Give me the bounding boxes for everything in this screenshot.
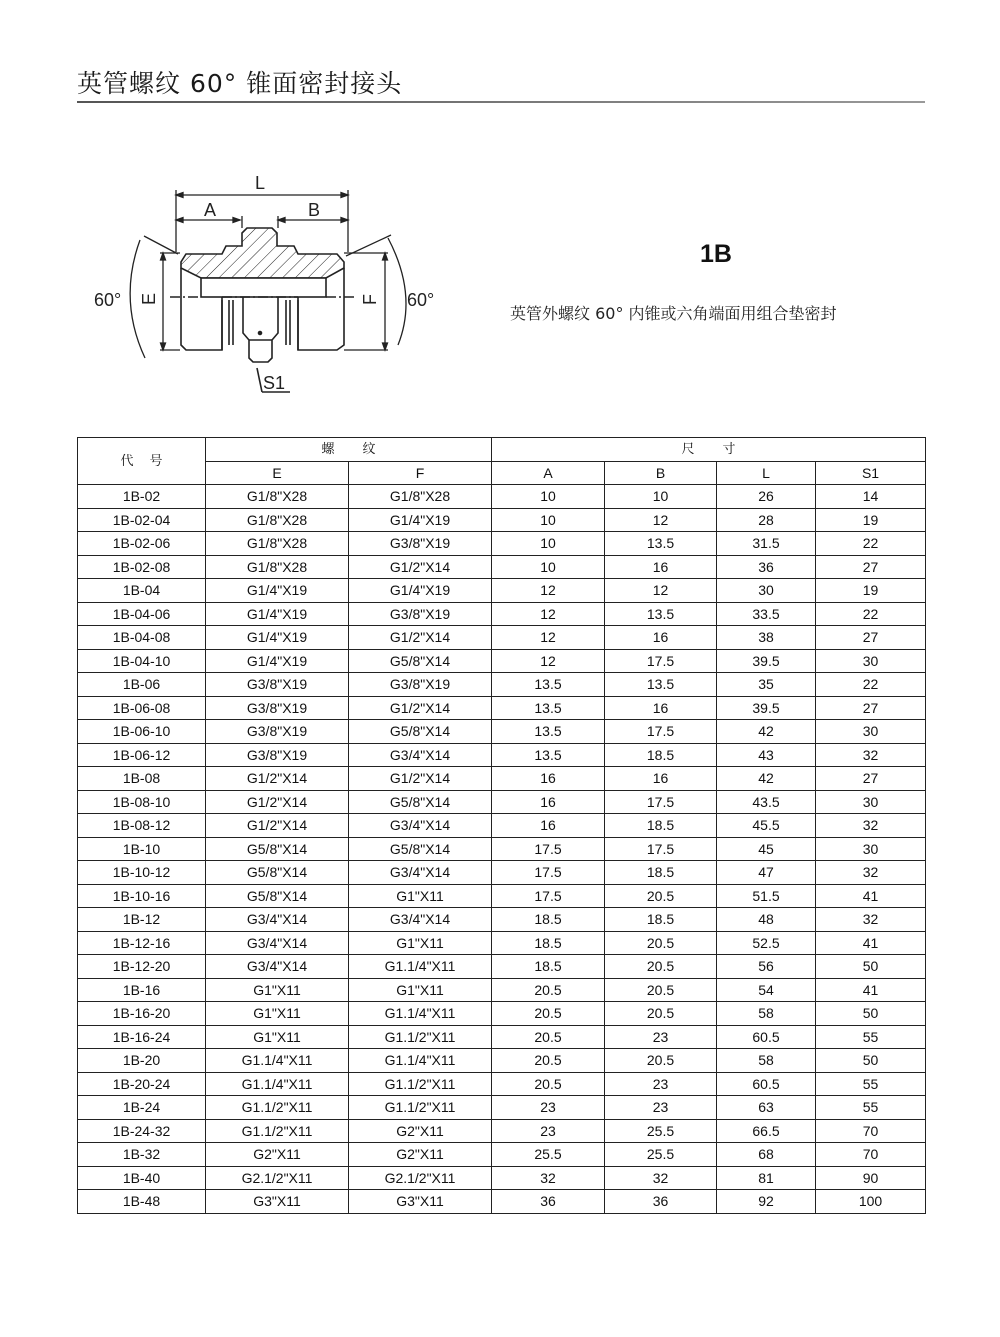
cell-code: 1B-08 xyxy=(78,767,206,791)
table-row xyxy=(78,1049,926,1073)
cell-thread-e: G3/8"X19 xyxy=(206,673,349,697)
table-row xyxy=(78,931,926,955)
cell-s1: 50 xyxy=(816,955,926,979)
cell-a: 17.5 xyxy=(492,861,605,885)
spec-table xyxy=(77,437,926,1214)
cell-thread-e: G1/8"X28 xyxy=(206,555,349,579)
column-header-l: L xyxy=(717,461,816,485)
cell-thread-e: G5/8"X14 xyxy=(206,884,349,908)
cell-thread-f: G2"X11 xyxy=(349,1119,492,1143)
cell-thread-f: G1/2"X14 xyxy=(349,696,492,720)
cell-b: 17.5 xyxy=(605,837,717,861)
cell-s1: 50 xyxy=(816,1049,926,1073)
cell-thread-e: G1/2"X14 xyxy=(206,767,349,791)
cell-code: 1B-48 xyxy=(78,1190,206,1214)
cell-l: 45 xyxy=(717,837,816,861)
cell-thread-e: G1/4"X19 xyxy=(206,602,349,626)
cell-l: 58 xyxy=(717,1002,816,1026)
cell-b: 17.5 xyxy=(605,649,717,673)
cell-thread-e: G1/4"X19 xyxy=(206,626,349,650)
cell-a: 36 xyxy=(492,1190,605,1214)
cell-l: 63 xyxy=(717,1096,816,1120)
table-row xyxy=(78,485,926,509)
cell-code: 1B-04-08 xyxy=(78,626,206,650)
cell-l: 56 xyxy=(717,955,816,979)
cell-code: 1B-20-24 xyxy=(78,1072,206,1096)
cell-b: 25.5 xyxy=(605,1119,717,1143)
table-row xyxy=(78,1072,926,1096)
cell-s1: 27 xyxy=(816,696,926,720)
cell-thread-f: G1/2"X14 xyxy=(349,626,492,650)
cell-a: 23 xyxy=(492,1096,605,1120)
cell-thread-f: G2"X11 xyxy=(349,1143,492,1167)
dim-label-L: L xyxy=(255,173,266,193)
cell-code: 1B-16-20 xyxy=(78,1002,206,1026)
column-header-b: B xyxy=(605,461,717,485)
cell-l: 58 xyxy=(717,1049,816,1073)
table-row xyxy=(78,673,926,697)
angle-label-left: 60° xyxy=(94,290,122,310)
cell-thread-e: G5/8"X14 xyxy=(206,861,349,885)
cell-s1: 19 xyxy=(816,579,926,603)
cell-b: 12 xyxy=(605,508,717,532)
cell-a: 13.5 xyxy=(492,673,605,697)
cell-thread-e: G3/4"X14 xyxy=(206,908,349,932)
cell-s1: 22 xyxy=(816,673,926,697)
cell-s1: 32 xyxy=(816,908,926,932)
cell-a: 13.5 xyxy=(492,696,605,720)
cell-b: 32 xyxy=(605,1166,717,1190)
dim-label-S1: S1 xyxy=(263,373,286,393)
column-header-s1: S1 xyxy=(816,461,926,485)
cell-thread-e: G1/4"X19 xyxy=(206,649,349,673)
cell-a: 13.5 xyxy=(492,743,605,767)
cell-s1: 100 xyxy=(816,1190,926,1214)
cell-code: 1B-10 xyxy=(78,837,206,861)
cell-thread-e: G1/8"X28 xyxy=(206,532,349,556)
cell-code: 1B-12 xyxy=(78,908,206,932)
cell-l: 51.5 xyxy=(717,884,816,908)
cell-l: 43.5 xyxy=(717,790,816,814)
cell-s1: 30 xyxy=(816,790,926,814)
table-row xyxy=(78,1119,926,1143)
cell-l: 35 xyxy=(717,673,816,697)
cell-s1: 41 xyxy=(816,978,926,1002)
cell-code: 1B-16 xyxy=(78,978,206,1002)
column-header-f: F xyxy=(349,461,492,485)
cell-code: 1B-08-12 xyxy=(78,814,206,838)
cell-thread-e: G3"X11 xyxy=(206,1190,349,1214)
column-header-e: E xyxy=(206,461,349,485)
cell-thread-f: G1"X11 xyxy=(349,931,492,955)
cell-thread-e: G1/8"X28 xyxy=(206,508,349,532)
cell-a: 16 xyxy=(492,814,605,838)
header-thread-group: 螺纹 xyxy=(206,438,492,462)
cell-a: 10 xyxy=(492,485,605,509)
cell-a: 17.5 xyxy=(492,884,605,908)
table-row xyxy=(78,602,926,626)
cell-l: 33.5 xyxy=(717,602,816,626)
cell-code: 1B-32 xyxy=(78,1143,206,1167)
cell-thread-e: G1.1/2"X11 xyxy=(206,1096,349,1120)
cell-b: 18.5 xyxy=(605,861,717,885)
cell-l: 54 xyxy=(717,978,816,1002)
cell-b: 36 xyxy=(605,1190,717,1214)
cell-thread-e: G1"X11 xyxy=(206,1002,349,1026)
dim-label-B: B xyxy=(308,200,321,220)
cell-l: 48 xyxy=(717,908,816,932)
cell-s1: 22 xyxy=(816,602,926,626)
table-row xyxy=(78,508,926,532)
table-row xyxy=(78,532,926,556)
cell-thread-f: G3/4"X14 xyxy=(349,814,492,838)
cell-thread-e: G1.1/4"X11 xyxy=(206,1072,349,1096)
table-row xyxy=(78,767,926,791)
cell-a: 18.5 xyxy=(492,955,605,979)
cell-a: 18.5 xyxy=(492,931,605,955)
cell-thread-e: G2.1/2"X11 xyxy=(206,1166,349,1190)
cell-s1: 30 xyxy=(816,837,926,861)
cell-code: 1B-24-32 xyxy=(78,1119,206,1143)
table-row xyxy=(78,1166,926,1190)
cell-s1: 27 xyxy=(816,555,926,579)
cell-thread-e: G1"X11 xyxy=(206,1025,349,1049)
cell-a: 13.5 xyxy=(492,720,605,744)
cell-l: 36 xyxy=(717,555,816,579)
table-row xyxy=(78,978,926,1002)
cell-thread-f: G3/4"X14 xyxy=(349,743,492,767)
table-row xyxy=(78,1025,926,1049)
cell-thread-f: G1.1/2"X11 xyxy=(349,1096,492,1120)
cell-thread-f: G1.1/4"X11 xyxy=(349,1049,492,1073)
table-row xyxy=(78,790,926,814)
table-row xyxy=(78,1190,926,1214)
cell-l: 30 xyxy=(717,579,816,603)
table-row xyxy=(78,743,926,767)
header-size-group: 尺寸 xyxy=(492,438,926,462)
cell-b: 16 xyxy=(605,767,717,791)
cell-thread-e: G3/8"X19 xyxy=(206,720,349,744)
cell-b: 16 xyxy=(605,555,717,579)
fitting-drawing xyxy=(85,170,455,400)
cell-b: 13.5 xyxy=(605,532,717,556)
table-row xyxy=(78,720,926,744)
cell-a: 20.5 xyxy=(492,1072,605,1096)
cell-a: 12 xyxy=(492,649,605,673)
cell-a: 12 xyxy=(492,579,605,603)
cell-code: 1B-20 xyxy=(78,1049,206,1073)
dim-label-E: E xyxy=(139,292,159,305)
table-row xyxy=(78,696,926,720)
table-row xyxy=(78,579,926,603)
cell-code: 1B-12-20 xyxy=(78,955,206,979)
cell-thread-f: G3/4"X14 xyxy=(349,861,492,885)
cell-s1: 55 xyxy=(816,1096,926,1120)
cell-l: 60.5 xyxy=(717,1025,816,1049)
cell-thread-e: G3/4"X14 xyxy=(206,931,349,955)
cell-thread-f: G1/4"X19 xyxy=(349,508,492,532)
cell-l: 60.5 xyxy=(717,1072,816,1096)
cell-code: 1B-06-12 xyxy=(78,743,206,767)
cell-b: 23 xyxy=(605,1072,717,1096)
table-row xyxy=(78,555,926,579)
cell-s1: 41 xyxy=(816,884,926,908)
cell-l: 28 xyxy=(717,508,816,532)
cell-thread-e: G3/4"X14 xyxy=(206,955,349,979)
cell-l: 42 xyxy=(717,767,816,791)
cell-thread-f: G1.1/4"X11 xyxy=(349,1002,492,1026)
cell-l: 31.5 xyxy=(717,532,816,556)
cell-code: 1B-16-24 xyxy=(78,1025,206,1049)
cell-thread-e: G1/8"X28 xyxy=(206,485,349,509)
cell-l: 81 xyxy=(717,1166,816,1190)
cell-code: 1B-10-16 xyxy=(78,884,206,908)
cell-thread-f: G1/2"X14 xyxy=(349,767,492,791)
table-row xyxy=(78,908,926,932)
cell-b: 10 xyxy=(605,485,717,509)
cell-l: 45.5 xyxy=(717,814,816,838)
cell-b: 20.5 xyxy=(605,931,717,955)
cell-thread-e: G3/8"X19 xyxy=(206,743,349,767)
cell-a: 16 xyxy=(492,767,605,791)
cell-code: 1B-04 xyxy=(78,579,206,603)
cell-l: 26 xyxy=(717,485,816,509)
cell-b: 18.5 xyxy=(605,814,717,838)
table-row xyxy=(78,626,926,650)
cell-a: 16 xyxy=(492,790,605,814)
cell-code: 1B-06-08 xyxy=(78,696,206,720)
cell-l: 39.5 xyxy=(717,649,816,673)
cell-s1: 70 xyxy=(816,1119,926,1143)
cell-thread-f: G2.1/2"X11 xyxy=(349,1166,492,1190)
column-header-a: A xyxy=(492,461,605,485)
cell-a: 20.5 xyxy=(492,978,605,1002)
dim-label-A: A xyxy=(204,200,217,220)
page-title: 英管螺纹 60° 锥面密封接头 xyxy=(77,69,403,98)
cell-thread-f: G1"X11 xyxy=(349,978,492,1002)
cell-thread-f: G3/8"X19 xyxy=(349,532,492,556)
cell-s1: 27 xyxy=(816,626,926,650)
cell-thread-e: G1"X11 xyxy=(206,978,349,1002)
cell-thread-f: G5/8"X14 xyxy=(349,790,492,814)
cell-b: 20.5 xyxy=(605,1049,717,1073)
cell-thread-e: G1/2"X14 xyxy=(206,790,349,814)
cell-a: 10 xyxy=(492,555,605,579)
table-row xyxy=(78,884,926,908)
cell-code: 1B-02-04 xyxy=(78,508,206,532)
cell-l: 92 xyxy=(717,1190,816,1214)
cell-l: 47 xyxy=(717,861,816,885)
cell-code: 1B-02 xyxy=(78,485,206,509)
cell-b: 20.5 xyxy=(605,978,717,1002)
table-row xyxy=(78,1143,926,1167)
cell-thread-f: G1.1/2"X11 xyxy=(349,1025,492,1049)
cell-s1: 32 xyxy=(816,814,926,838)
cell-thread-f: G5/8"X14 xyxy=(349,837,492,861)
cell-l: 68 xyxy=(717,1143,816,1167)
cell-b: 16 xyxy=(605,626,717,650)
table-row xyxy=(78,861,926,885)
cell-b: 13.5 xyxy=(605,673,717,697)
cell-code: 1B-08-10 xyxy=(78,790,206,814)
cell-s1: 50 xyxy=(816,1002,926,1026)
cell-code: 1B-40 xyxy=(78,1166,206,1190)
cell-code: 1B-06-10 xyxy=(78,720,206,744)
cell-thread-f: G1/8"X28 xyxy=(349,485,492,509)
model-code: 1B xyxy=(700,240,732,268)
cell-thread-f: G3/4"X14 xyxy=(349,908,492,932)
cell-b: 20.5 xyxy=(605,1002,717,1026)
cell-b: 23 xyxy=(605,1096,717,1120)
cell-b: 23 xyxy=(605,1025,717,1049)
cell-b: 17.5 xyxy=(605,720,717,744)
cell-thread-e: G5/8"X14 xyxy=(206,837,349,861)
cell-s1: 30 xyxy=(816,720,926,744)
cell-l: 52.5 xyxy=(717,931,816,955)
cell-l: 39.5 xyxy=(717,696,816,720)
cell-l: 43 xyxy=(717,743,816,767)
cell-a: 23 xyxy=(492,1119,605,1143)
cell-s1: 27 xyxy=(816,767,926,791)
angle-label-right: 60° xyxy=(407,290,435,310)
cell-thread-e: G1.1/2"X11 xyxy=(206,1119,349,1143)
table-row xyxy=(78,649,926,673)
cell-s1: 41 xyxy=(816,931,926,955)
cell-s1: 30 xyxy=(816,649,926,673)
cell-thread-f: G1.1/4"X11 xyxy=(349,955,492,979)
cell-a: 12 xyxy=(492,602,605,626)
cell-s1: 70 xyxy=(816,1143,926,1167)
cell-code: 1B-02-08 xyxy=(78,555,206,579)
cell-s1: 55 xyxy=(816,1072,926,1096)
cell-code: 1B-04-06 xyxy=(78,602,206,626)
cell-s1: 14 xyxy=(816,485,926,509)
cell-thread-e: G1/2"X14 xyxy=(206,814,349,838)
cell-a: 10 xyxy=(492,532,605,556)
cell-code: 1B-02-06 xyxy=(78,532,206,556)
cell-b: 18.5 xyxy=(605,743,717,767)
cell-a: 17.5 xyxy=(492,837,605,861)
cell-a: 20.5 xyxy=(492,1049,605,1073)
cell-a: 20.5 xyxy=(492,1025,605,1049)
cell-thread-f: G5/8"X14 xyxy=(349,649,492,673)
cell-b: 16 xyxy=(605,696,717,720)
table-row xyxy=(78,1002,926,1026)
cell-thread-f: G3"X11 xyxy=(349,1190,492,1214)
cell-thread-f: G5/8"X14 xyxy=(349,720,492,744)
table-row xyxy=(78,814,926,838)
cell-a: 25.5 xyxy=(492,1143,605,1167)
cell-code: 1B-12-16 xyxy=(78,931,206,955)
table-row xyxy=(78,955,926,979)
cell-b: 13.5 xyxy=(605,602,717,626)
cell-thread-f: G1/2"X14 xyxy=(349,555,492,579)
cell-thread-e: G3/8"X19 xyxy=(206,696,349,720)
cell-b: 20.5 xyxy=(605,884,717,908)
cell-l: 38 xyxy=(717,626,816,650)
header-code: 代号 xyxy=(78,438,206,485)
cell-a: 32 xyxy=(492,1166,605,1190)
table-row xyxy=(78,837,926,861)
cell-b: 17.5 xyxy=(605,790,717,814)
cell-b: 20.5 xyxy=(605,955,717,979)
dim-label-F: F xyxy=(360,294,380,305)
cell-a: 12 xyxy=(492,626,605,650)
cell-thread-f: G3/8"X19 xyxy=(349,602,492,626)
cell-a: 10 xyxy=(492,508,605,532)
cell-thread-e: G1.1/4"X11 xyxy=(206,1049,349,1073)
cell-thread-e: G2"X11 xyxy=(206,1143,349,1167)
cell-l: 66.5 xyxy=(717,1119,816,1143)
cell-code: 1B-04-10 xyxy=(78,649,206,673)
cell-a: 18.5 xyxy=(492,908,605,932)
cell-thread-f: G1"X11 xyxy=(349,884,492,908)
cell-code: 1B-06 xyxy=(78,673,206,697)
cell-s1: 19 xyxy=(816,508,926,532)
cell-thread-f: G1/4"X19 xyxy=(349,579,492,603)
fitting-body xyxy=(170,228,356,392)
cell-s1: 22 xyxy=(816,532,926,556)
cell-s1: 32 xyxy=(816,743,926,767)
cell-code: 1B-10-12 xyxy=(78,861,206,885)
cell-s1: 90 xyxy=(816,1166,926,1190)
cell-b: 12 xyxy=(605,579,717,603)
table-row xyxy=(78,1096,926,1120)
cell-code: 1B-24 xyxy=(78,1096,206,1120)
cell-l: 42 xyxy=(717,720,816,744)
cell-s1: 55 xyxy=(816,1025,926,1049)
title-divider xyxy=(77,101,925,103)
cell-b: 18.5 xyxy=(605,908,717,932)
cell-thread-e: G1/4"X19 xyxy=(206,579,349,603)
cell-b: 25.5 xyxy=(605,1143,717,1167)
cell-a: 20.5 xyxy=(492,1002,605,1026)
cell-s1: 32 xyxy=(816,861,926,885)
cell-thread-f: G1.1/2"X11 xyxy=(349,1072,492,1096)
model-description: 英管外螺纹 60° 内锥或六角端面用组合垫密封 xyxy=(510,304,837,323)
cell-thread-f: G3/8"X19 xyxy=(349,673,492,697)
